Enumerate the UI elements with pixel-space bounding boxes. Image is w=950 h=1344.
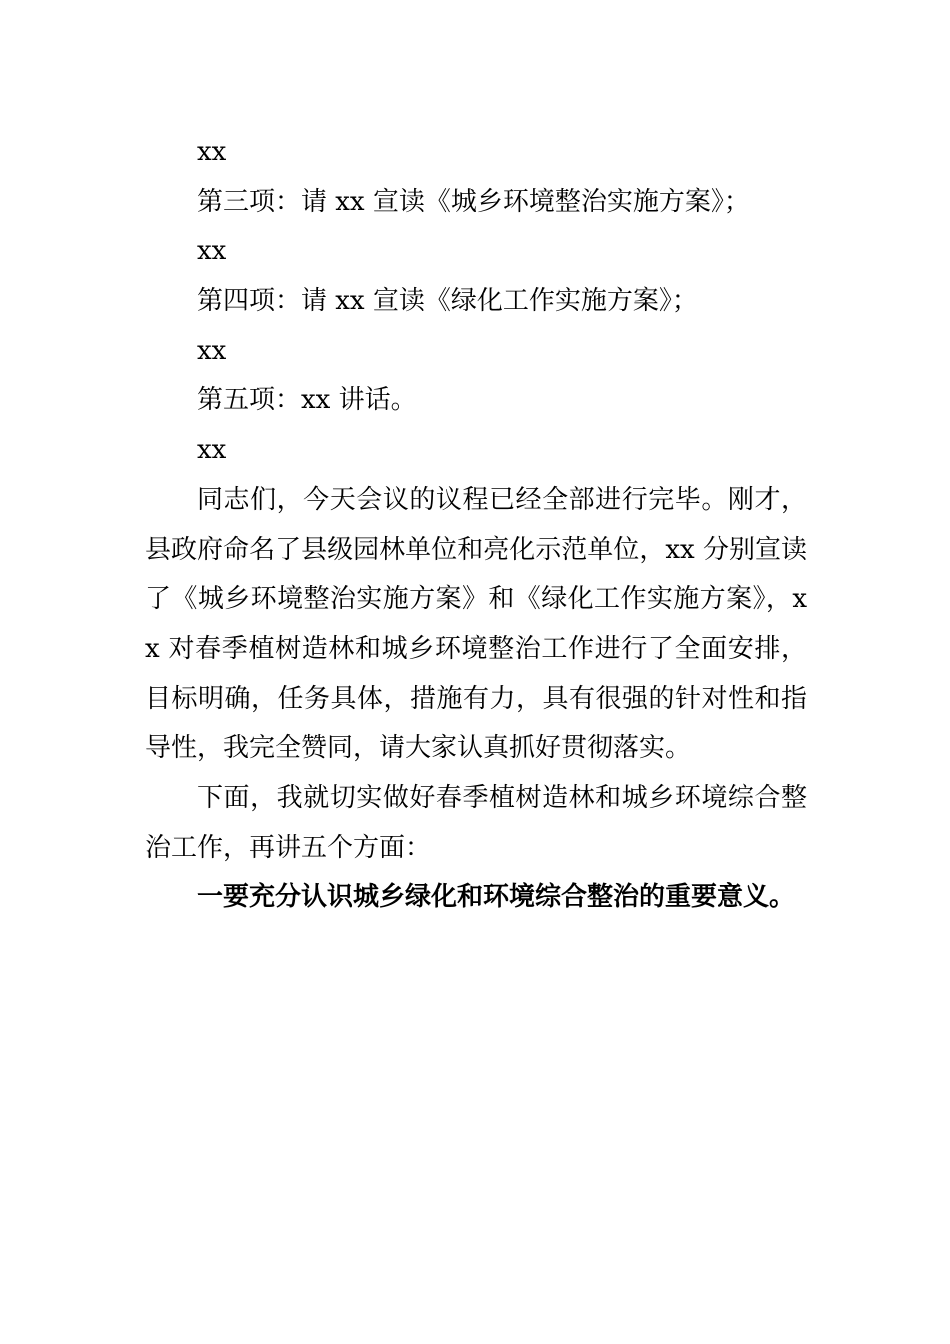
intro-paragraph: 下面，我就切实做好春季植树造林和城乡环境综合整治工作，再讲五个方面： xyxy=(145,783,807,863)
placeholder-line: xx xyxy=(197,335,227,366)
summary-paragraph: 同志们，今天会议的议程已经全部进行完毕。刚才，县政府命名了县级园林单位和亮化示范单位，xx 分别宣读了《城乡环境整治实施方案》和《绿化工作实施方案》，xx 对春季植树造林和城乡环境整治工作进行了全面安排，目标明确，任务具体，措施有力，具有很强的针对性和指导性，我完全赞同，请大家认真抓好贯彻落实。 xyxy=(145,484,807,764)
placeholder-line: xx xyxy=(197,236,227,267)
section-heading: 一要充分认识城乡绿化和环境综合整治的重要意义。 xyxy=(197,882,796,913)
agenda-item-4: 第四项：请 xx 宣读《绿化工作实施方案》； xyxy=(197,286,698,317)
agenda-item-5: 第五项：xx 讲话。 xyxy=(197,385,417,416)
agenda-item-3: 第三项：请 xx 宣读《城乡环境整治实施方案》； xyxy=(197,186,750,217)
document-body xyxy=(145,128,807,923)
placeholder-line: xx xyxy=(197,435,227,466)
placeholder-line: xx xyxy=(197,137,227,167)
